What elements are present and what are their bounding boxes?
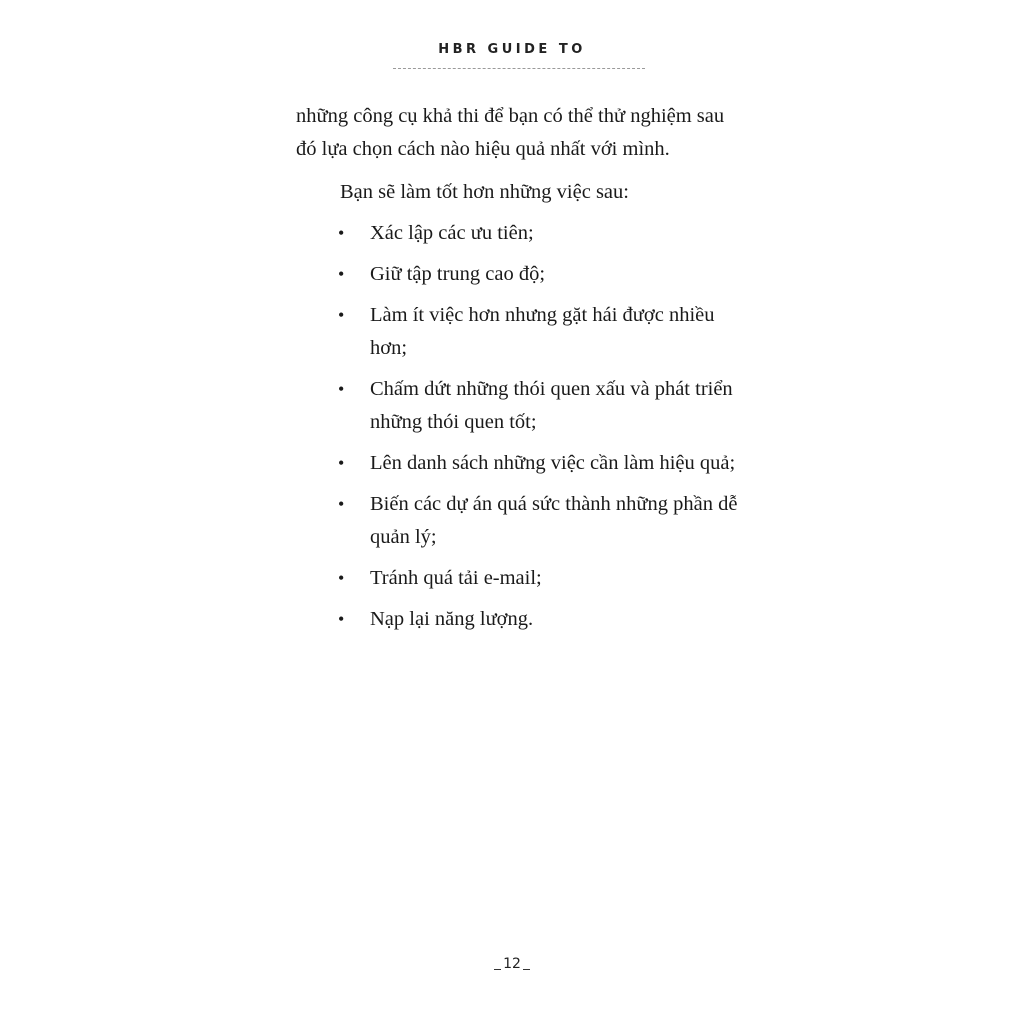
page-number-dash xyxy=(494,969,501,970)
header-divider xyxy=(393,68,645,69)
list-item xyxy=(296,488,746,554)
list-item xyxy=(296,299,746,365)
list-item-text: Làm ít việc hơn nhưng gặt hái được nhiều hơn; xyxy=(370,304,715,359)
page-number-value: 12 xyxy=(503,956,521,972)
list-item-text: Biến các dự án quá sức thành những phần dễ quản lý; xyxy=(370,493,738,548)
bullet-icon: • xyxy=(338,494,345,514)
list-item-text: Xác lập các ưu tiên; xyxy=(370,222,534,244)
list-item xyxy=(296,603,746,636)
list-item xyxy=(296,217,746,250)
bullet-list xyxy=(296,217,746,636)
bullet-icon: • xyxy=(338,453,345,473)
page-body xyxy=(296,100,746,644)
page-number xyxy=(0,956,1024,972)
list-item-text: Nạp lại năng lượng. xyxy=(370,608,534,630)
list-item xyxy=(296,258,746,291)
intro-paragraph: những công cụ khả thi để bạn có thể thử nghiệm sau đó lựa chọn cách nào hiệu quả nhất với mình. xyxy=(296,105,725,160)
bullet-icon: • xyxy=(338,223,345,243)
list-item-text: Lên danh sách những việc cần làm hiệu quả; xyxy=(370,452,736,474)
bullet-icon: • xyxy=(338,264,345,284)
bullet-icon: • xyxy=(338,379,345,399)
lead-in-paragraph: Bạn sẽ làm tốt hơn những việc sau: xyxy=(340,181,629,203)
running-header: HBR GUIDE TO xyxy=(438,42,586,57)
bullet-icon: • xyxy=(338,609,345,629)
page-number-dash xyxy=(523,969,530,970)
bullet-icon: • xyxy=(338,305,345,325)
list-item-text: Giữ tập trung cao độ; xyxy=(370,263,546,285)
bullet-icon: • xyxy=(338,568,345,588)
list-item xyxy=(296,447,746,480)
list-item-text: Tránh quá tải e-mail; xyxy=(370,567,542,589)
list-item xyxy=(296,373,746,439)
list-item xyxy=(296,562,746,595)
list-item-text: Chấm dứt những thói quen xấu và phát triển những thói quen tốt; xyxy=(370,378,733,433)
